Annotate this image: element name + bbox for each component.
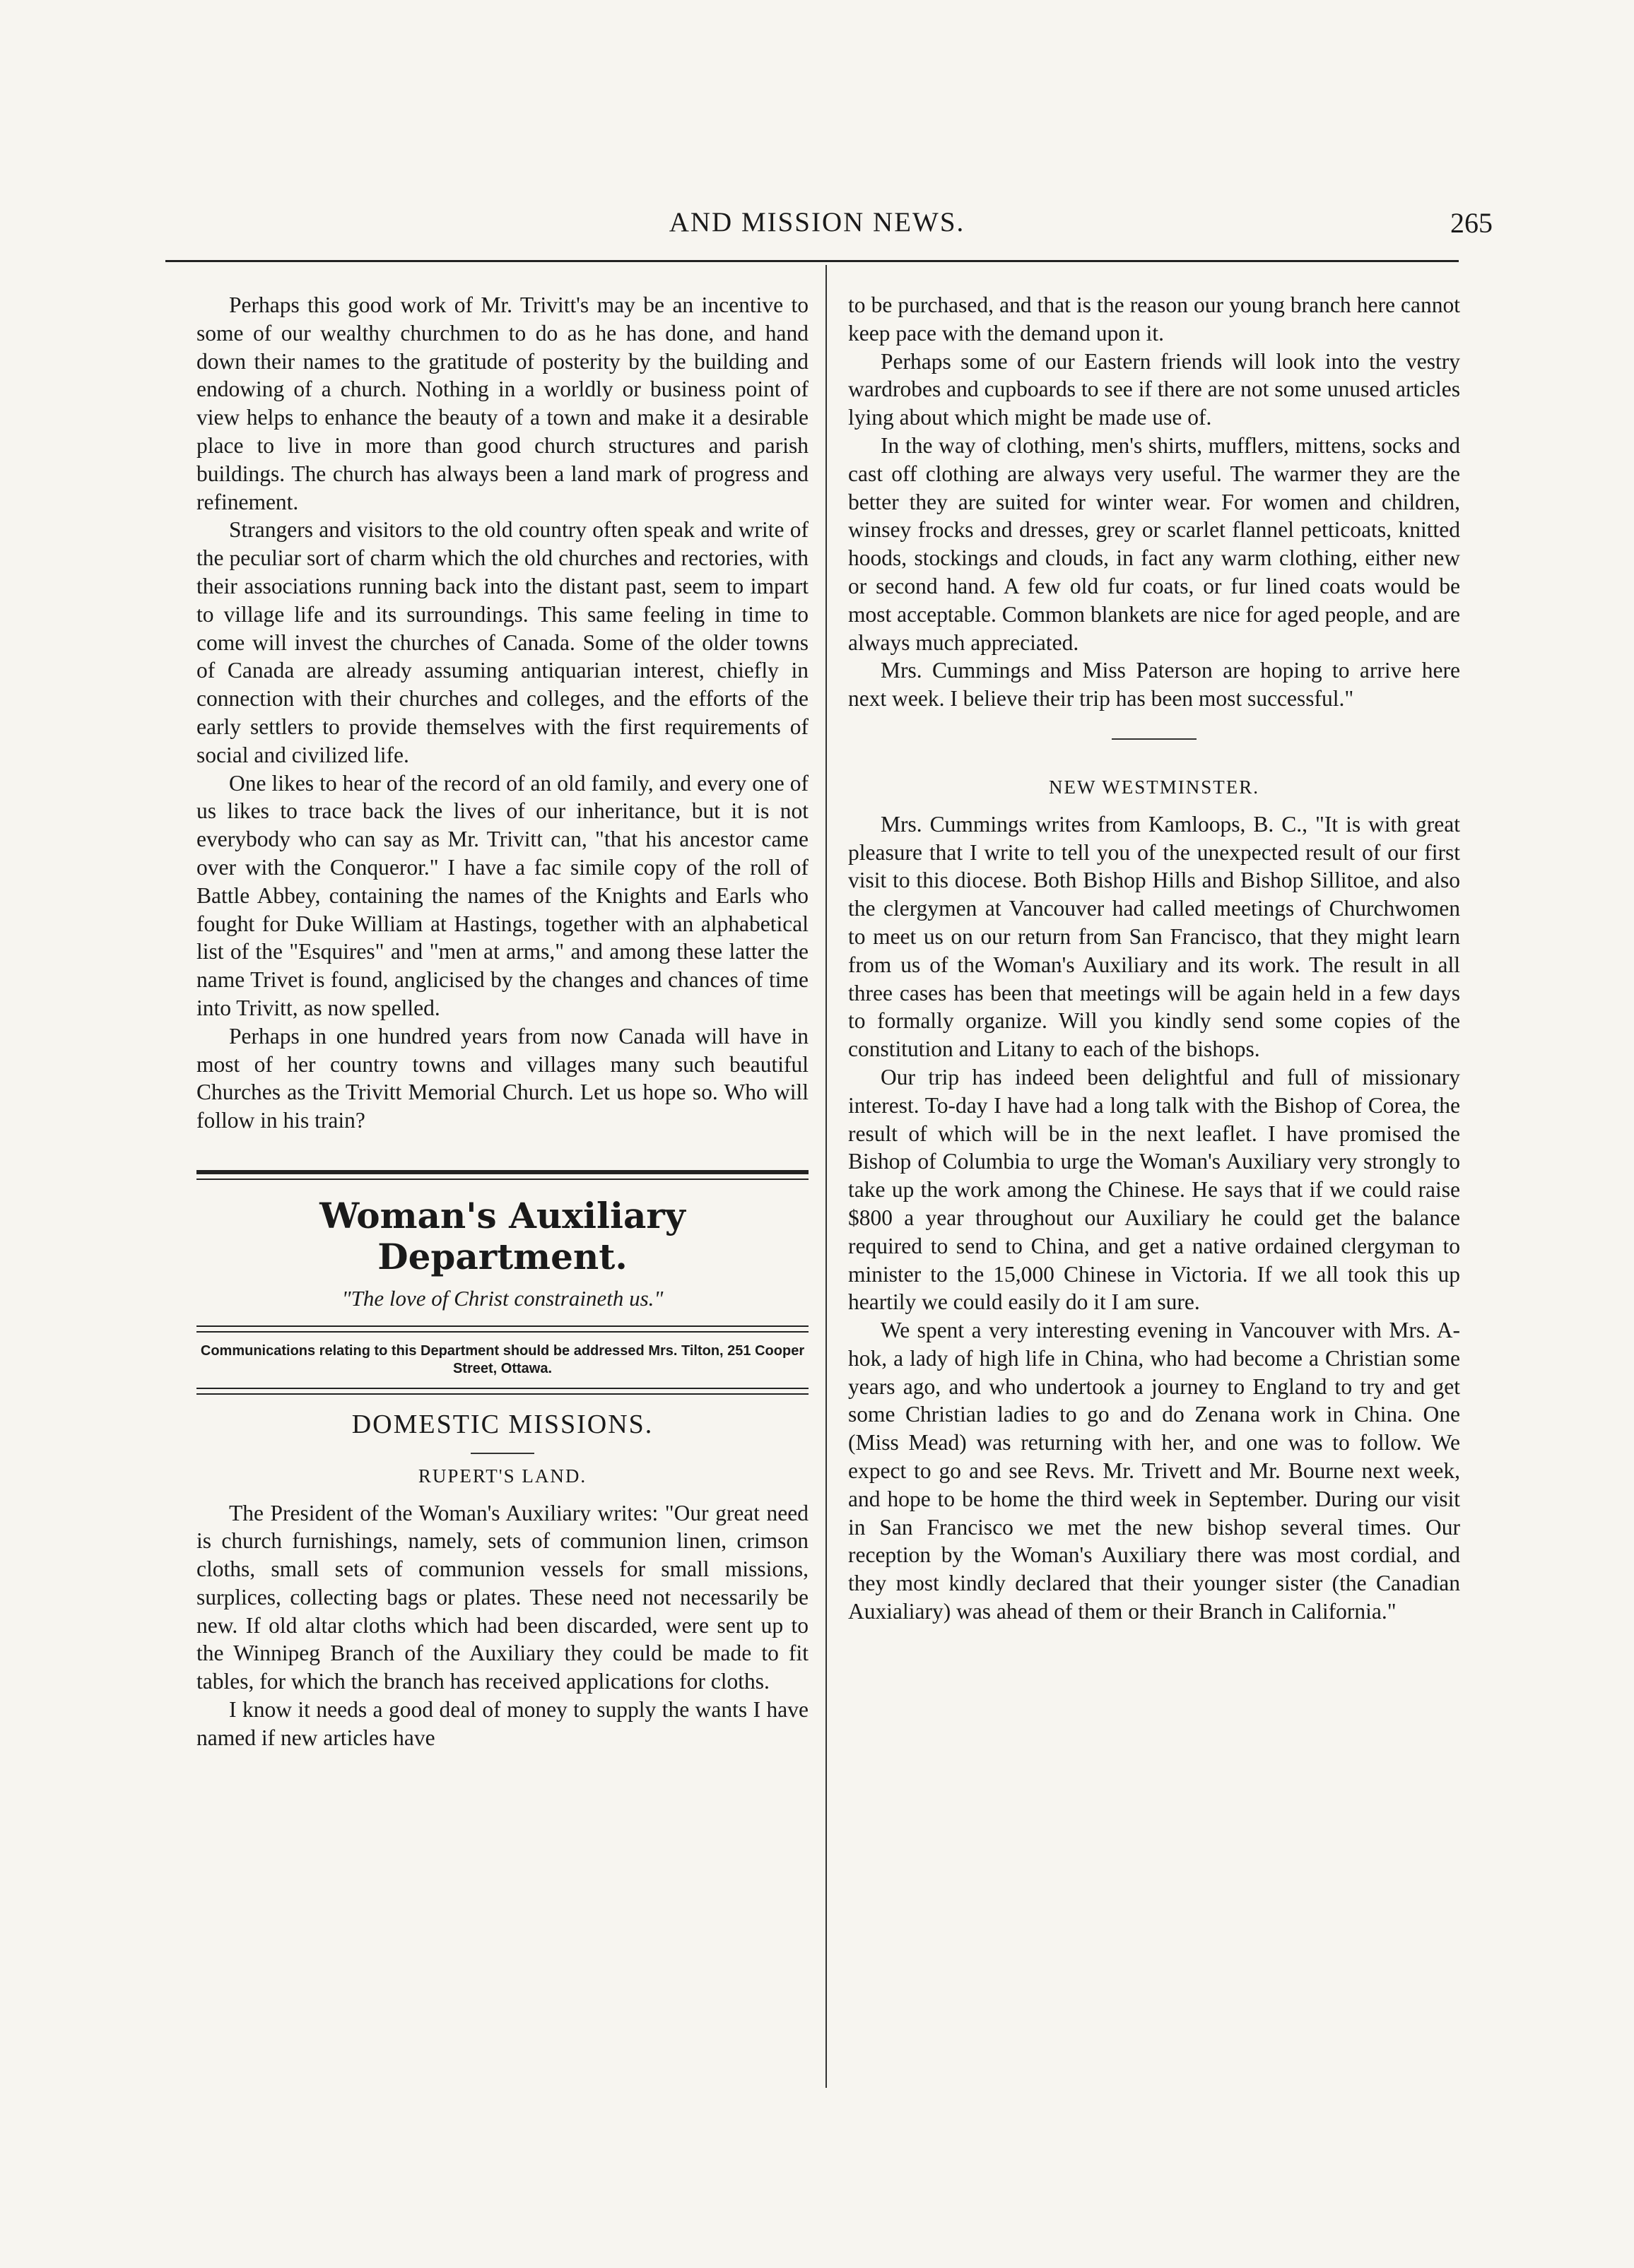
paragraph: Perhaps this good work of Mr. Trivitt's may be an incentive to some of our wealthy churchmen to do as he has done, and hand down their names to the gratitude of posterity by the building and endowing of a church. Nothing in a worldly or business point of view helps to enhance the beauty of a town and make it a desirable place to live in more than good church structures and parish buildings. The church has always been a land mark of progress and refinement. xyxy=(196,293,809,514)
right-column xyxy=(848,291,1460,2100)
paragraph: Mrs. Cummings writes from Kamloops, B. C., "It is with great pleasure that I write to tell you of the unexpected result of our first visit to this diocese. Both Bishop Hills and Bishop Sillitoe, and also the clergymen at Vancouver had called meetings of Churchwomen to meet us on our return from San Francisco, that they might learn from us of the Woman's Auxiliary and its work. The result in all three cases has been that meetings will be again held in a few days to formally organize. Will you kindly send some copies of the constitution and Litany to each of the bishops. xyxy=(848,811,1460,1062)
divider xyxy=(196,1393,809,1395)
left-column xyxy=(196,291,809,2100)
department-note: Communications relating to this Department should be addressed Mrs. Tilton, 251 Cooper Street, Ottawa. xyxy=(200,1342,805,1376)
paragraph: We spent a very interesting evening in Vancouver with Mrs. A-hok, a lady of high life in China, who had become a Christian some years ago, and who undertook a journey to England to try and get some Christian ladies to go and do Zenana work in China. One (Miss Mead) was returning with her, and one was to follow. We expect to go and see Revs. Mr. Trivett and Mr. Bourne next week, and hope to be home the third week in September. During our visit in San Francisco we met the new bishop several times. Our reception by the Woman's Auxiliary there was most cordial, and they most kindly declared that their younger sister (the Canadian Auxialiary) was ahead of them or their Branch in California." xyxy=(848,1318,1460,1624)
department-motto: "The love of Christ constraineth us." xyxy=(341,1285,664,1311)
sub-heading: RUPERT'S LAND. xyxy=(418,1465,587,1487)
paragraph: In the way of clothing, men's shirts, mufflers, mittens, socks and cast off clothing are always very useful. The warmer they are the better they are suited for winter wear. For women and children, winsey frocks and dresses, grey or scarlet flannel petticoats, knitted hoods, stockings and clouds, in fact any warm clothing, either new or second hand. A few old fur coats, or fur lined coats would be most acceptable. Common blankets are nice for aged people, and are always much appreciated. xyxy=(848,432,1460,655)
divider xyxy=(196,1388,809,1389)
department-title: Woman's Auxiliary Department. xyxy=(319,1194,686,1277)
divider xyxy=(196,1325,809,1327)
paragraph: One likes to hear of the record of an old family, and every one of us likes to trace back the lives of our inheritance, but it is not everybody who can say as Mr. Trivitt can, "that his ancestor came over with the Conqueror." I have a fac simile copy of the roll of Battle Abbey, containing the names of the Knights and Earls who fought for Duke William at Hastings, together with an alphabetical list of the "Esquires" and "men at arms," and among these latter the name Trivet is found, anglicised by the changes and chances of time into Trivitt, as now spelled. xyxy=(196,770,809,1020)
divider xyxy=(471,1453,534,1454)
paragraph: Perhaps in one hundred years from now Canada will have in most of her country towns and villages many such beautiful Churches as the Trivitt Memorial Church. Let us hope so. Who will follow in his train? xyxy=(196,1023,809,1133)
paragraph: I know it needs a good deal of money to supply the wants I have named if new articles have xyxy=(196,1697,809,1750)
paragraph: Strangers and visitors to the old country often speak and write of the peculiar sort of charm which the old churches and rectories, with their associations running back into the distant past, seem to impart to village life and its surroundings. This same feeling in time to come will invest the churches of Canada. Some of the older towns of Canada are already assuming antiquarian interest, chiefly in connection with their churches and colleges, and the efforts of the early settlers to provide themselves with the first requirements of social and civilized life. xyxy=(196,517,809,767)
page-header xyxy=(0,202,1634,244)
paragraph: Our trip has indeed been delightful and full of missionary interest. To-day I have had a long talk with the Bishop of Corea, the result of which will be in the next leaflet. I have promised the Bishop of Columbia to urge the Woman's Auxiliary very strongly to take up the work among the Chinese. He says that if we could raise $800 a year throughout our Auxiliary he could get the balance required to send to China, and get a native ordained clergyman to minister to the 15,000 Chinese in Victoria. If we all took this up heartily we could easily do it I am sure. xyxy=(848,1064,1460,1315)
header-rule xyxy=(165,260,1459,262)
paragraph: Perhaps some of our Eastern friends will look into the vestry wardrobes and cupboards to see if there are not some unused articles lying about which might be made use of. xyxy=(848,348,1460,430)
paragraph: to be purchased, and that is the reason our young branch here cannot keep pace with the demand upon it. xyxy=(848,293,1460,345)
sub-heading: NEW WESTMINSTER. xyxy=(1049,776,1259,798)
divider xyxy=(196,1170,809,1174)
department-banner xyxy=(196,1170,809,1395)
section-heading: DOMESTIC MISSIONS. xyxy=(351,1409,654,1439)
divider xyxy=(196,1179,809,1180)
running-title: AND MISSION NEWS. xyxy=(669,207,965,237)
divider xyxy=(1112,738,1197,740)
paragraph: Mrs. Cummings and Miss Paterson are hoping to arrive here next week. I believe their trip has been most successful." xyxy=(848,658,1460,711)
column-divider xyxy=(825,265,827,2088)
divider xyxy=(196,1331,809,1333)
paragraph: The President of the Woman's Auxiliary writes: "Our great need is church furnishings, namely, sets of communion linen, crimson cloths, small sets of communion vessels for small missions, surplices, collecting bags or plates. These need not necessarily be new. If old altar cloths which had been discarded, were sent up to the Winnipeg Branch of the Auxiliary they could be made to fit tables, for which the branch has received applications for cloths. xyxy=(196,1500,809,1694)
page-number: 265 xyxy=(1450,207,1493,239)
